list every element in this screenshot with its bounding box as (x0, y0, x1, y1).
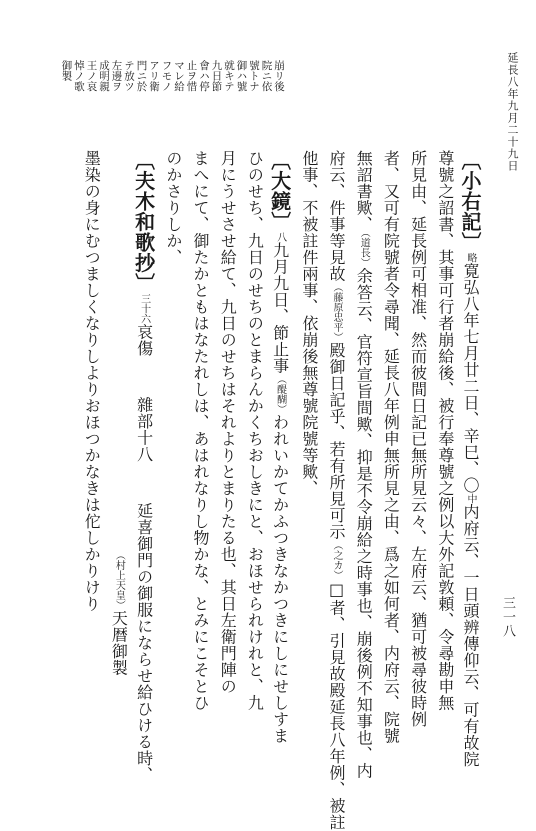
source-title: 〔小右記〕 (458, 150, 482, 253)
margin-note-column: フモノ (160, 60, 173, 92)
margin-note-column: 左邊ヲ (110, 60, 123, 92)
margin-note-column: 止ヲ惜 (185, 60, 198, 92)
margin-note-column: 就キテ (223, 60, 235, 92)
margin-note-column: 崩リ後 (273, 60, 285, 92)
column-text: 月にうせさせ給て、九日のせちはそれよりとまりたる也、其日左衛門陣の (218, 150, 238, 695)
column-text: 所見由、延長例可相准、然而彼間日記已無所見云々、左府云、猶可被尋彼時例 (408, 150, 428, 728)
text-column (301, 150, 317, 497)
author-name: 天暦御製 (109, 610, 129, 676)
margin-note-column: アリ衛 (148, 60, 160, 92)
source-column (267, 150, 292, 744)
small-note: （醍醐） (274, 374, 286, 414)
source-column (131, 150, 156, 783)
small-note: 八 (274, 232, 286, 242)
small-note: （藤原忠平） (331, 282, 342, 342)
small-note: 三十六 (138, 293, 150, 324)
margin-note-column: テ放ツ (123, 60, 135, 92)
source-title: 〔夫木和歌抄〕 (131, 150, 156, 294)
page-number: 三一八 (500, 596, 515, 638)
column-text: 内府云、一日頭辨傳仰云、可有故院 (461, 503, 480, 768)
source-column (460, 150, 480, 768)
small-note: 中 (465, 493, 476, 504)
column-text: われいかてかふつきなかつきにしにせしすま (270, 414, 290, 744)
author-column (109, 550, 129, 676)
text-column (328, 150, 344, 831)
column-text: まへにて、御たかともはなたれしは、あはれなりし物かな、とみにこそとひ (191, 150, 210, 711)
column-text: 府云、件事等見故 (327, 150, 346, 282)
column-text: 寛弘八年七月廿二日、辛巳、 (461, 262, 480, 477)
column-text: 〇 (461, 477, 480, 494)
source-title: 〔大鏡〕 (267, 150, 292, 232)
column-text: 他事、不被註件兩事、依崩後無尊號院號等歟、 (299, 150, 319, 497)
margin-note-column: 成明親 (98, 60, 110, 92)
column-text: 哀傷 (134, 323, 154, 357)
column-text: のかさりしか、 (163, 150, 183, 266)
text-column (410, 150, 426, 728)
margin-note-column: 九日節 (210, 60, 223, 92)
text-column (218, 150, 238, 695)
margin-note-column: 會ハ停 (198, 60, 210, 92)
margin-note-column: マレ給 (173, 60, 185, 92)
margin-note-column: 悼ノ歌 (73, 60, 85, 92)
text-column (165, 150, 181, 266)
small-note: （道長） (358, 232, 370, 268)
margin-note-column: 號トナ (248, 60, 260, 92)
text-column (437, 150, 453, 711)
column-text: 墨染の身にむつましくなりしよりおほつかなきは佗しかりけり (82, 150, 102, 612)
small-note: （之カ） (331, 540, 342, 580)
small-note: 略 (465, 252, 476, 263)
column-text: 九月九日、節止事 (270, 242, 290, 374)
text-column (245, 150, 265, 711)
small-note: （村上天皇） (113, 550, 125, 610)
column-text: ひのせち、九日のせちのとまらんかくちおしきにと、おほせられけれと、九 (245, 150, 265, 711)
text-column (82, 150, 102, 612)
margin-note-column: 院ニ依 (260, 60, 273, 92)
margin-note-column: 門ニ於 (135, 60, 148, 92)
margin-note-column: 王ノ哀 (85, 60, 98, 92)
column-text: 者、又可有院號者令尋聞、延長八年例申無所見之由、爲之如何者、内府云、院號 (381, 150, 401, 744)
column-text: 尊號之詔書、其事可行者崩給後、被行奉尊號之例以大外記敦頼、令尋勘申無 (435, 150, 455, 711)
column-text: 余答云、官符宣旨間歟、抑是不令崩給之時事也、崩後例不知事也、内 (354, 267, 374, 779)
margin-note-column: 御ハ號 (235, 60, 248, 92)
text-column (354, 150, 374, 779)
text-column (381, 150, 401, 744)
column-text: 延喜御門の御服にならせ給ひける時、 (134, 502, 154, 783)
column-text: 殿御日記乎、若有所見可示 (327, 342, 346, 540)
column-text: □者、引見故殿延長八年例、被註 (327, 580, 346, 831)
margin-note-column: 御製 (60, 60, 73, 81)
column-text: 雜部十八 (134, 396, 154, 463)
text-column (192, 150, 208, 711)
running-head: 延長八年九月二十九日 (506, 52, 519, 172)
column-text: 無詔書歟、 (354, 150, 374, 233)
